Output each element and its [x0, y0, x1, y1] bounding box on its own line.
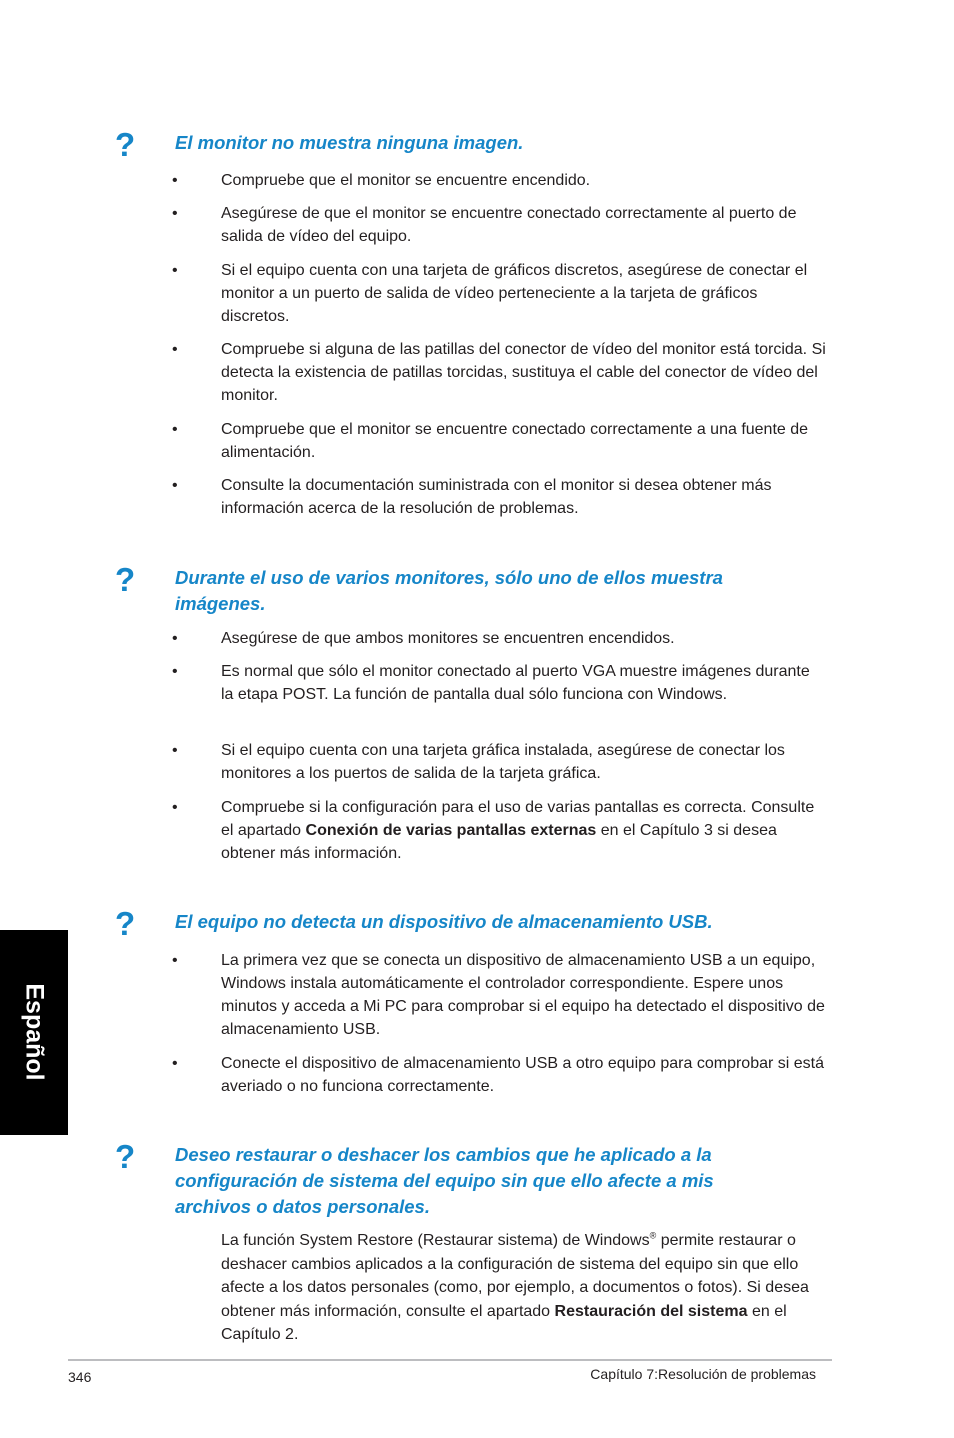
bullet-dot: • [172, 205, 178, 222]
list-item-text: en el Capítulo 3 si desea obtener más información. [221, 822, 777, 862]
section-reference: Restauración del sistema [554, 1302, 748, 1320]
bullet-dot: • [172, 742, 178, 759]
chapter-title: Capítulo 7:Resolución de problemas [590, 1366, 816, 1382]
answer-text: La función System Restore (Restaurar sistema) de Windows [221, 1232, 650, 1249]
bullet-dot: • [172, 172, 178, 189]
question-mark-icon: ? [115, 126, 136, 163]
question-title: Durante el uso de varios monitores, sólo uno de ellos muestra imágenes. [175, 567, 723, 614]
bullet-dot: • [172, 341, 178, 358]
answer-text: permite restaurar o deshacer cambios aplicados a la configuración de sistema del equipo sin que ello afecte a los datos personales (como, por ejemplo, a documentos o fotos). Si desea obtener más información, consulte el apartado [221, 1232, 809, 1320]
question-title: El monitor no muestra ninguna imagen. [175, 132, 524, 153]
list-item: Asegúrese de que el monitor se encuentre conectado correctamente al puerto de salida de vídeo del equipo. [221, 205, 797, 245]
list-item: Asegúrese de que ambos monitores se encuentren encendidos. [221, 630, 675, 647]
list-item-text: Compruebe si la configuración para el uso de varias pantallas es correcta. Consulte el apartado [221, 799, 815, 839]
bullet-dot: • [172, 799, 178, 816]
section-reference: Conexión de varias pantallas externas [305, 822, 597, 839]
list-item: Si el equipo cuenta con una tarjeta gráfica instalada, asegúrese de conectar los monitores a los puertos de salida de la tarjeta gráfica. [221, 742, 785, 782]
list-item: Conecte el dispositivo de almacenamiento USB a otro equipo para comprobar si está averiado o no funciona correctamente. [221, 1055, 824, 1095]
list-item: Si el equipo cuenta con una tarjeta de gráficos discretos, asegúrese de conectar el monitor a un puerto de salida de vídeo perteneciente a la tarjeta de gráficos discretos. [221, 262, 808, 325]
question-title: El equipo no detecta un dispositivo de almacenamiento USB. [175, 911, 713, 932]
question-mark-icon: ? [115, 1138, 136, 1175]
question-mark-icon: ? [115, 561, 136, 598]
question-title: Deseo restaurar o deshacer los cambios que he aplicado a la configuración de sistema del equipo sin que ello afecte a mis archivos o datos personales. [175, 1144, 714, 1217]
list-item: Compruebe si alguna de las patillas del conector de vídeo del monitor está torcida. Si detecta la existencia de patillas torcidas, sustituya el cable del conector de vídeo del monitor. [221, 341, 826, 404]
list-item: Es normal que sólo el monitor conectado al puerto VGA muestre imágenes durante la etapa POST. La función de pantalla dual sólo funciona con Windows. [221, 663, 810, 703]
list-item: La primera vez que se conecta un dispositivo de almacenamiento USB a un equipo, Windows instala automáticamente el controlador correspondiente. Espere unos minutos y acceda a Mi PC para comprobar si el equipo ha detectado el dispositivo de almacenamiento USB. [221, 952, 825, 1038]
bullet-dot: • [172, 1055, 178, 1072]
list-item: Compruebe que el monitor se encuentre encendido. [221, 172, 591, 189]
footer-divider [68, 1359, 832, 1361]
answer-paragraph [221, 1229, 826, 1347]
bullet-dot: • [172, 952, 178, 969]
list-item [221, 796, 826, 865]
bullet-dot: • [172, 262, 178, 279]
list-item: Compruebe que el monitor se encuentre conectado correctamente a una fuente de alimentación. [221, 421, 809, 461]
bullet-dot: • [172, 663, 178, 680]
page-number: 346 [68, 1369, 92, 1385]
question-mark-icon: ? [115, 905, 136, 942]
answer-text: en el Capítulo 2. [221, 1302, 787, 1343]
bullet-dot: • [172, 421, 178, 438]
bullet-dot: • [172, 477, 178, 494]
bullet-dot: • [172, 630, 178, 647]
list-item: Consulte la documentación suministrada con el monitor si desea obtener más información acerca de la resolución de problemas. [221, 477, 772, 517]
language-tab [0, 930, 68, 1135]
language-tab-label: Español [20, 983, 49, 1081]
registered-mark: ® [649, 1230, 657, 1241]
